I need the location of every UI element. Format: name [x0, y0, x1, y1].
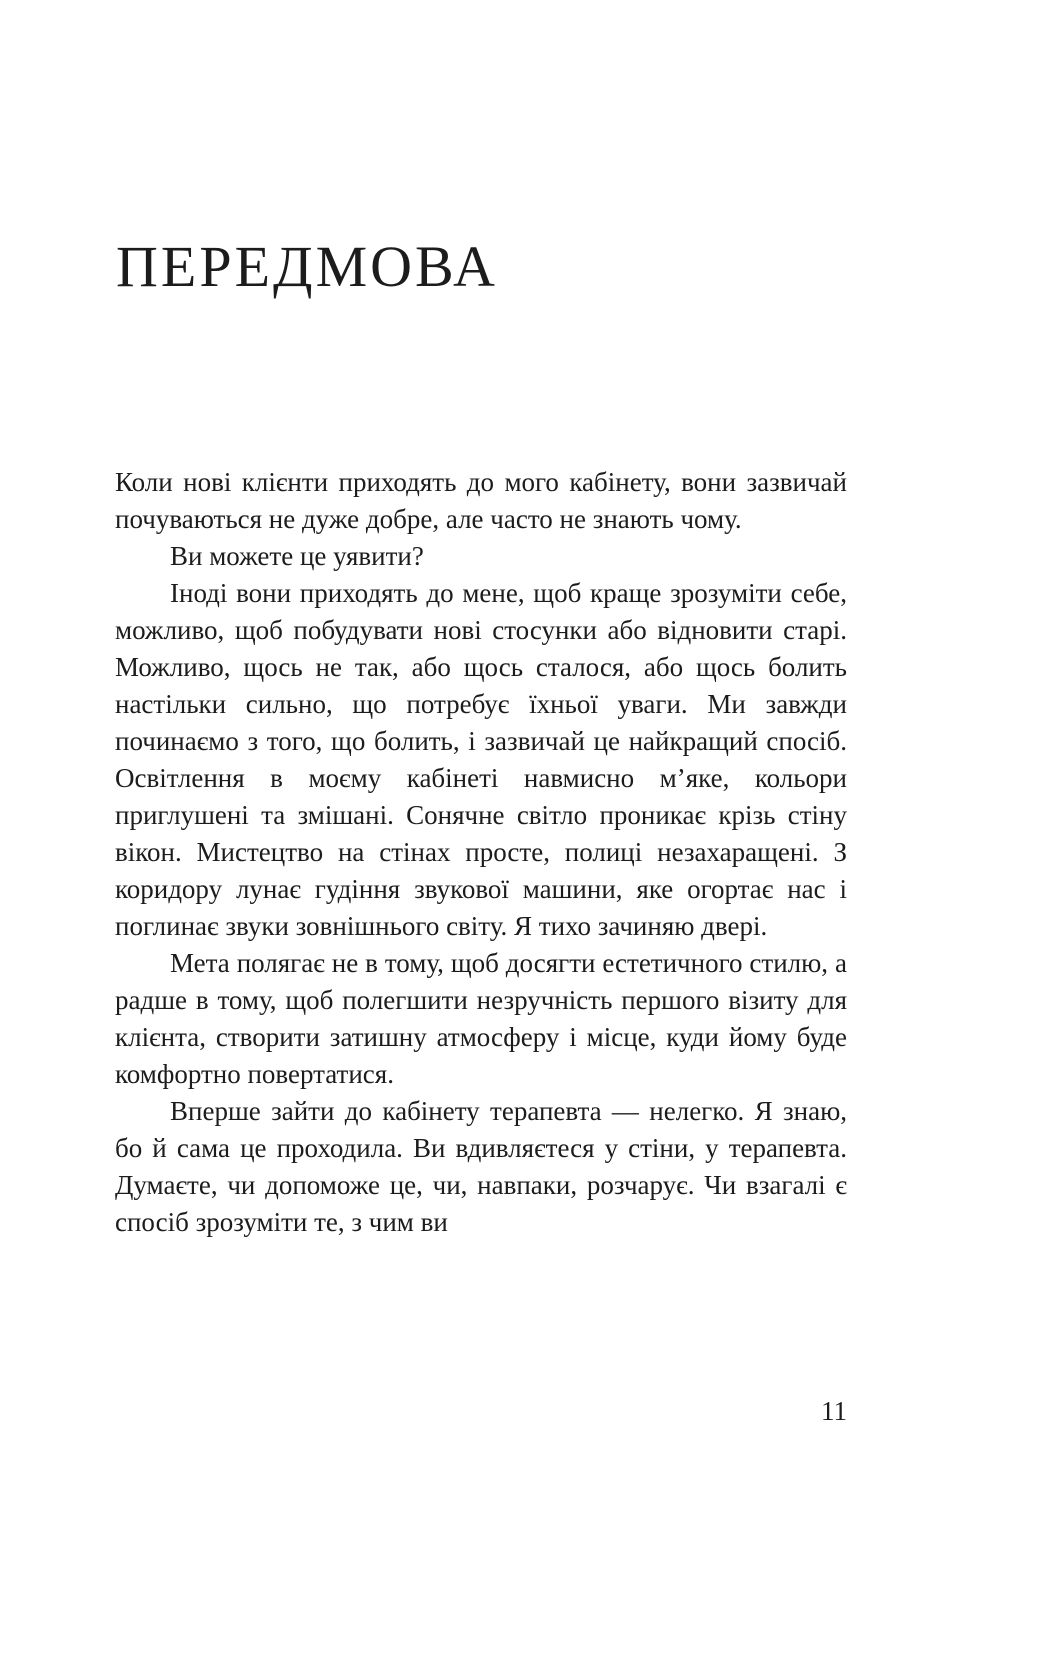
- page-number: 11: [821, 1396, 847, 1426]
- paragraph: Мета полягає не в тому, щоб досягти естетичного стилю, а радше в тому, щоб полегшити незручність першого візиту для клієнта, створити затишну атмосферу і місце, куди йому буде комфортно повертатися.: [115, 948, 847, 1089]
- paragraph: Ви можете це уявити?: [170, 541, 424, 571]
- paragraph: Іноді вони приходять до мене, щоб краще зрозуміти себе, можливо, щоб побудувати нові стосунки або відновити старі. Можливо, щось не так, або щось сталося, або щось болить настільки сильно, що потребує їхньої уваги. Ми завжди починаємо з того, що болить, і зазвичай це найкращий спосіб. Освітлення в моєму кабінеті навмисно м’яке, кольори приглушені та змішані. Сонячне світло проникає крізь стіну вікон. Мистецтво на стінах просте, полиці незахаращені. З коридору лунає гудіння звукової машини, яке огортає нас і поглинає звуки зовнішнього світу. Я тихо зачиняю двері.: [115, 578, 847, 941]
- chapter-title: ПЕРЕДМОВА: [116, 234, 498, 299]
- paragraph: Коли нові клієнти приходять до мого кабінету, вони зазвичай почуваються не дуже добре, але часто не знають чому.: [115, 467, 847, 534]
- paragraph: Вперше зайти до кабінету терапевта — нелегко. Я знаю, бо й сама це проходила. Ви вдивляєтеся у стіни, у терапевта. Думаєте, чи допоможе це, чи, навпаки, розчарує. Чи взагалі є спосіб зрозуміти те, з чим ви: [115, 1096, 847, 1237]
- body-text: [115, 464, 847, 1241]
